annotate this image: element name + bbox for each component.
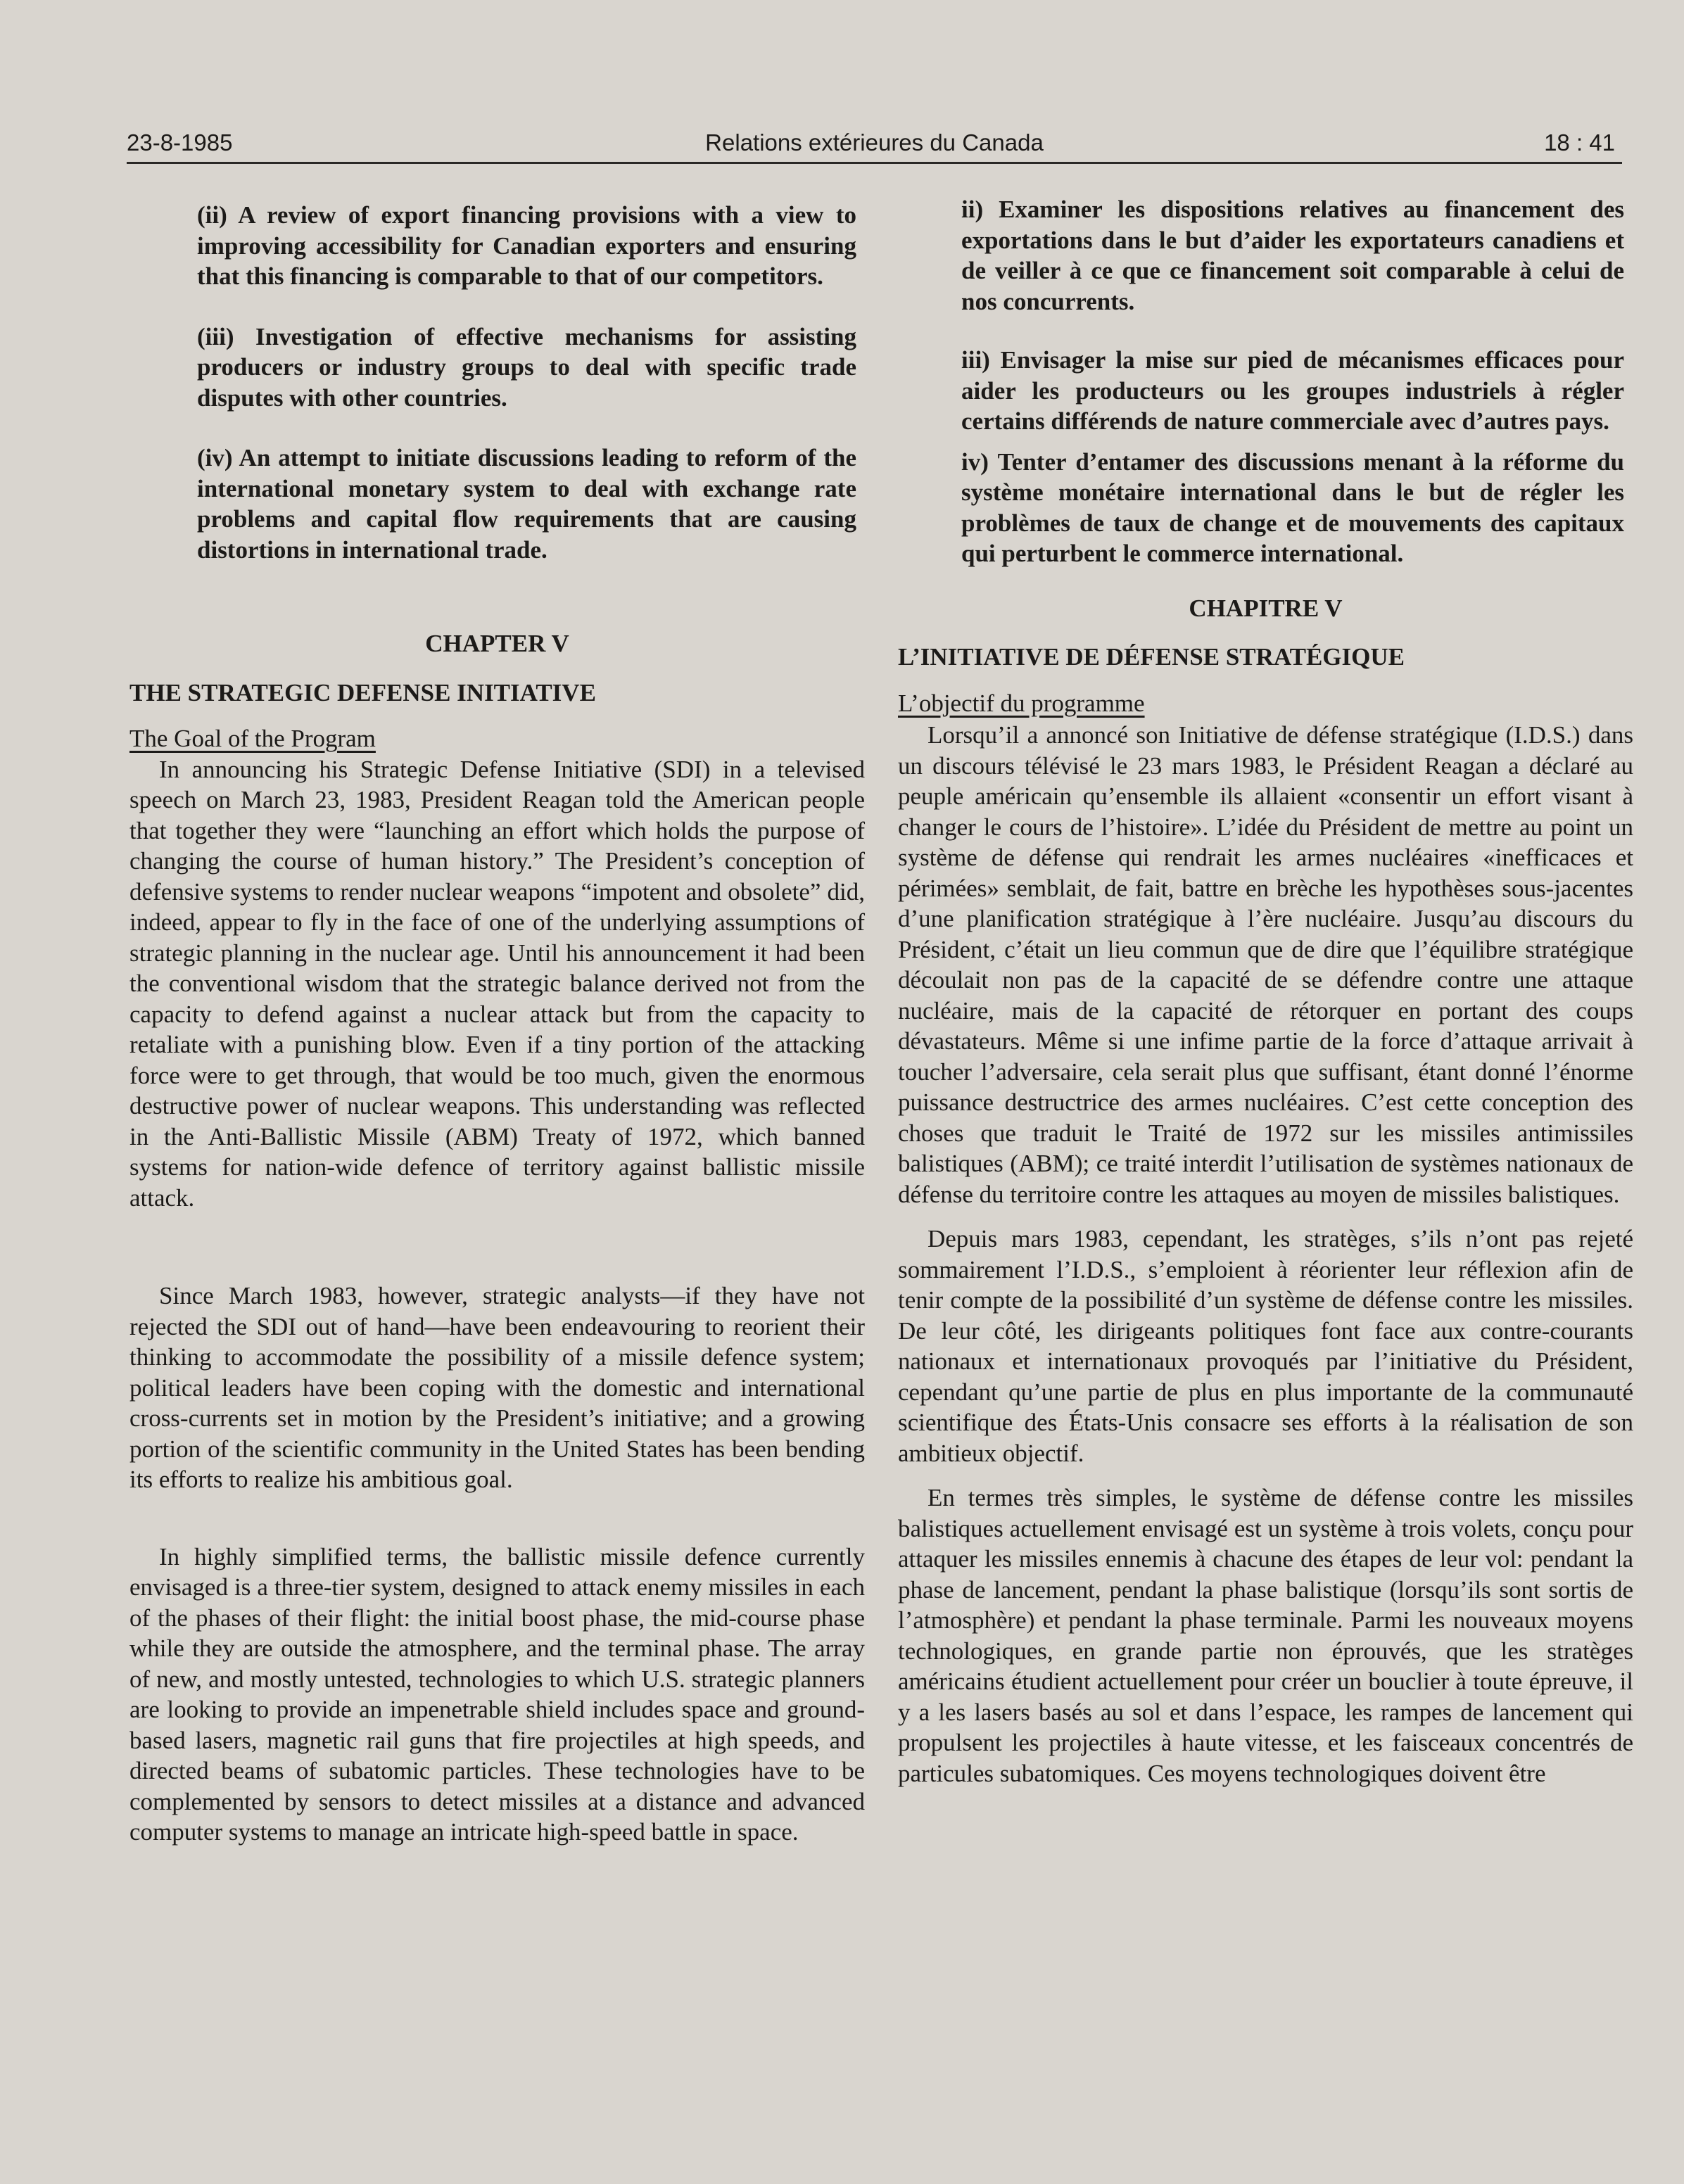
page-header [127,120,1622,164]
section-subheading: L’objectif du programme [898,689,1145,717]
body-paragraph: En termes très simples, le système de défense contre les missiles balistiques actuellement envisagé est un système à trois volets, conçu pour attaquer les missiles ennemis à chacune des étapes de leur vol: pendant la phase de lancement, pendant la phase balistique (lorsqu’ils sont sortis de l’atmosphère) et pendant la phase terminale. Parmi les nouveaux moyens technologiques, en grande partie non éprouvés, que les stratèges américains étudient actuellement pour créer un bouclier à toute épreuve, il y a les lasers basés au sol et dans l’espace, les rampes de lancement qui propulsent les projectiles à haute vitesse, et les faisceaux concentrés de particules subatomiques. Ces moyens technologiques doivent être [898,1484,1633,1787]
chapter-number: CHAPITRE V [1189,594,1343,622]
body-paragraph: Lorsqu’il a annoncé son Initiative de défense stratégique (I.D.S.) dans un discours télévisé le 23 mars 1983, le Président Reagan a déclaré au peuple américain qu’ensemble ils allaient «consentir un effort visant à changer le cours de l’histoire». L’idée du Président de mettre au point un système de défense qui rendrait les armes nucléaires «inefficaces et périmées» semblait, de fait, battre en brèche les hypothèses sous-jacentes d’une planification stratégique à l’ère nucléaire. Jusqu’au discours du Président, c’était un lieu commun que de dire que l’équilibre stratégique découlait non pas de la capacité de se défendre contre une attaque nucléaire, mais de la capacité de rétorquer en portant des coups dévastateurs. Même si une infime partie de la force d’attaque arrivait à toucher l’adversaire, cela serait plus que suffisant, étant donné l’énorme puissance destructrice des armes nucléaires. C’est cette conception des choses que traduit le Traité de 1972 sur les missiles antimissiles balistiques (ABM); ce traité interdit l’utilisation de systèmes nationaux de défense du territoire contre les attaques au moyen de missiles balistiques. [898,721,1633,1208]
body-paragraph: Since March 1983, however, strategic analysts—if they have not rejected the SDI out of hand—have been endeavouring to reorient their thinking to accommodate the possibility of a missile defence system; political leaders have been coping with the domestic and international cross-currents set in motion by the President’s initiative; and a growing portion of the scientific community in the United States has been bending its efforts to realize his ambitious goal. [129,1282,865,1493]
chapter-title: THE STRATEGIC DEFENSE INITIATIVE [129,678,596,706]
chapter-number: CHAPTER V [425,630,569,657]
chapter-title: L’INITIATIVE DE DÉFENSE STRATÉGIQUE [898,643,1405,671]
english-column [129,191,865,1848]
recommendation-item: (ii) A review of export financing provisions with a view to improving accessibility for Canadian exporters and ensuring that this financing is comparable to that of our competitors. [197,201,856,290]
header-date: 23-8-1985 [127,129,233,155]
recommendation-item: iv) Tenter d’entamer des discussions menant à la réforme du système monétaire international dans le but de régler les problèmes de taux de change et de mouvements des capitaux qui perturbent le commerce international. [961,447,1624,567]
recommendation-item: (iii) Investigation of effective mechanisms for assisting producers or industry groups to deal with specific trade disputes with other countries. [197,322,856,412]
body-paragraph: In highly simplified terms, the ballistic missile defence currently envisaged is a three-tier system, designed to attack enemy missiles in each of the phases of their flight: the initial boost phase, the mid-course phase while they are outside the atmosphere, and the terminal phase. The array of new, and mostly untested, technologies to which U.S. strategic planners are looking to provide an impenetrable shield includes space and ground-based lasers, magnetic rail guns that fire projectiles at high speeds, and directed beams of subatomic particles. These technologies have to be complemented by sensors to detect missiles at a distance and advanced computer systems to manage an intricate high-speed battle in space. [129,1542,865,1846]
section-subheading: The Goal of the Program [129,725,376,752]
body-paragraph: In announcing his Strategic Defense Initiative (SDI) in a televised speech on March 23, 1983, President Reagan told the American people that together they were “launching an effort which holds the purpose of changing the course of human history.” The President’s conception of defensive systems to render nuclear weapons “impotent and obsolete” did, indeed, appear to fly in the face of one of the underlying assumptions of strategic planning in the nuclear age. Until his announcement it had been the conventional wisdom that the strategic balance derived not from the capacity to defend against a nuclear attack but from the capacity to retaliate with a punishing blow. Even if a tiny portion of the attacking force were to get through, that would be too much, given the enormous destructive power of nuclear weapons. This understanding was reflected in the Anti-Ballistic Missile (ABM) Treaty of 1972, which banned systems for nation-wide defence of territory against ballistic missile attack. [129,755,865,1212]
header-page-number: 18 : 41 [1544,129,1615,155]
recommendation-item: iii) Envisager la mise sur pied de mécanismes efficaces pour aider les producteurs ou les groupes industriels à régler certains différends de nature commerciale avec d’autres pays. [961,346,1624,435]
body-paragraph: Depuis mars 1983, cependant, les stratèges, s’ils n’ont pas rejeté sommairement l’I.D.S., s’emploient à réorienter leur réflexion afin de tenir compte de la possibilité d’un système de défense contre les missiles. De leur côté, les dirigeants politiques font face aux contre-courants nationaux et internationaux provoqués par l’initiative du Président, cependant qu’une partie de plus en plus importante de la communauté scientifique des États-Unis consacre ses efforts à la réalisation de son ambitieux objectif. [898,1225,1633,1467]
french-column [898,191,1633,1789]
recommendation-item: ii) Examiner les dispositions relatives au financement des exportations dans le but d’aider les exportateurs canadiens et de veiller à ce que ce financement soit comparable à celui de nos concurrents. [961,196,1624,315]
recommendation-item: (iv) An attempt to initiate discussions leading to reform of the international monetary system to deal with exchange rate problems and capital flow requirements that are causing distortions in international trade. [197,444,856,564]
header-title: Relations extérieures du Canada [705,129,1044,155]
